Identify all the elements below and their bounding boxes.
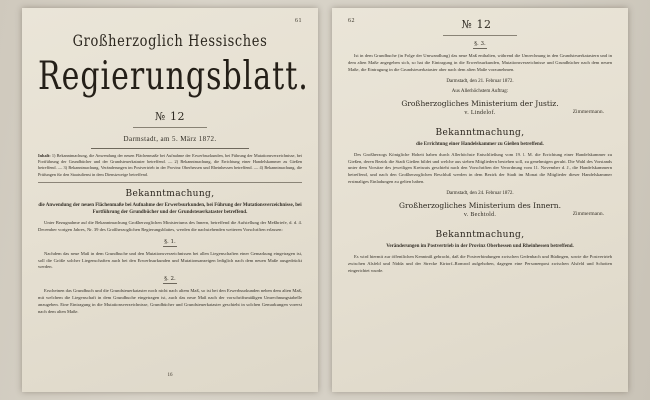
- ministry-justice-line: Großherzogliches Ministerium der Justiz.: [401, 98, 559, 108]
- notice2-subheading: die Errichtung einer Handelskammer zu Gießen betreffend.: [416, 141, 544, 147]
- page-right-header: [348, 18, 612, 31]
- divider-rule-3: [38, 182, 302, 183]
- section3-text: Ist in dem Grundbuche (in Folge der Umwandlung) das neue Maß enthalten, während die Umrechnung in den Grundsteuerkatastern und in dem alten Maße angegeben sich, so hat die Eintragung in die Erwerbsurkunden, Mutationsverzeichnisse und Grundbücher nach dem neuen Maße, die Eintragung in die Grundsteuerkataster aber nach dem alten Maße vorzunehmen.: [348, 53, 612, 72]
- section2-mark-text: §. 2.: [164, 276, 176, 283]
- notice3-subheading: Veränderungen im Postvertrieb in der Provinz Oberhessen und Rheinhessen betreffend.: [386, 244, 574, 250]
- page-right: [332, 8, 628, 392]
- divider-rule-1: [133, 127, 207, 128]
- notice1-section1-mark: [38, 239, 302, 247]
- authority-line: Aus Allerhöchstem Auftrag:: [451, 88, 509, 94]
- page-footer-number-left: 16: [167, 373, 173, 378]
- section-underline-3: [473, 48, 487, 49]
- section3-mark: [348, 41, 612, 49]
- page-left-content: [38, 18, 309, 382]
- notice3-heading: Bekanntmachung,: [435, 230, 525, 241]
- spacer-1: [348, 115, 612, 122]
- notice1-heading: Bekanntmachung,: [125, 188, 215, 199]
- contents-text: 1) Bekanntmachung, die Anwendung der neuen Flächenmaße bei Aufnahme der Erwerbsurkunden, bei Führung der Mutationsverzeichnisse, bei Fortführung der Grundbücher und der Grundsteuerkataster betreffend. — 2) Bekanntmachung, die Errichtung einer Handelskammer zu Gießen betreffend. — 3) Bekanntmachung, Veränderungen im Postvertrieb in der Provinz Oberhessen und Rheinhessen betreffend. — 4) Bekanntmachung, die Prüfungen für den Staatsdienst in dem Dienstzweige betreffend.: [38, 153, 302, 177]
- notice1-intro: Unter Bezugnahme auf die Bekanntmachung Großherzoglichen Ministeriums des Innern, betreffend die Aufstellung der Meßbriefe, d. d. 4. December vorigen Jahres, Nr. 39 des Großherzoglichen Regierungsblattes, werden die nachstehenden weiteren Vorschriften erlassen:: [38, 219, 302, 232]
- notice2-date-line: Darmstadt, den 24. Februar 1872.: [446, 191, 514, 197]
- notice1-section2-mark: [38, 276, 302, 284]
- publication-date-left: Darmstadt, am 5. März 1872.: [123, 135, 217, 143]
- section3-mark-text: §. 3.: [474, 41, 486, 47]
- folio-number-right: 62: [348, 18, 355, 24]
- notice1-section1-text: Nachdem das neue Maß in dem Grundbuche und den Mutationsverzeichnissen bei allen Liegenschaften einer Gemarkung eingetragen ist, soll die Größe solcher Liegenschaften auch bei den Erwerbsurkunden und Mutationsanzeigen lediglich nach dem neuen Maße ausgedrückt werden.: [38, 250, 302, 270]
- notice1-section2-text: Erscheinen das Grundbuch und die Grundsteuerkataster noch nicht nach altem Maß, so ist bei den Erwerbsurkunden neben dem alten Maß, mit welchem die Liegenschaft in dem Grundbuche eingetragen ist, auch das neue Maß nach der vorschriftsmäßigen Umrechnungstabelle anzugeben. Eine Eintragung in die Mutationsverzeichnisse, Grundbücher und Grundsteuerkataster geschieht in solchen Gemarkungen vorerst nach dem alten Maße.: [38, 288, 302, 314]
- ministry-interior-line: Großherzogliches Ministerium des Innern.: [399, 201, 561, 211]
- notice2-body: Des Großherzogs Königliche Hoheit haben durch Allerhöchste Entschließung vom 19. l. M. die Errichtung einer Handelskammer zu Gießen, deren Bezirk die Stadt Gießen bildet und welche aus sieben Mitgliedern bestehen soll, zu genehmigen geruht. Die Wahl des Vorstands unter dem Vorsitze des jeweiligen Kreisrats geschieht nach den Vorschriften der Verordnung vom 11. November d. J., die Handelskammern betreffend, und nach den Großherzoglichen Beschluß werden in dem Bezirk der Stadt im Monat die Mitglieder dieser Handelskammer erstmaliges Einladungen zu gelten haben.: [348, 151, 612, 185]
- masthead-top-line: Großherzoglich Hessisches: [72, 32, 268, 51]
- date-line-1: Darmstadt, den 21. Februar 1872.: [446, 78, 514, 84]
- notice2-heading: Bekanntmachung,: [435, 127, 525, 138]
- notice1-subheading: die Anwendung der neuen Flächenmaße bei Aufnahme der Erwerbsurkunden, bei Führung der Mutationsverzeichnisse, bei Fortführung der Grundbücher und der Grundsteuerkataster betreffend.: [38, 202, 302, 215]
- countersign-2: Zimmermann.: [572, 211, 604, 218]
- divider-rule-right-1: [443, 35, 517, 36]
- contents-label: Inhalt:: [38, 153, 51, 158]
- page-right-content: [348, 18, 612, 382]
- spacer-2: [348, 217, 612, 224]
- section-underline-2: [163, 283, 177, 284]
- countersign-1: Zimmermann.: [572, 108, 604, 115]
- signer-2: v. Bechtold.: [463, 212, 497, 219]
- issue-number-left: № 12: [155, 110, 185, 123]
- contents-block: [38, 153, 302, 178]
- page-left: [22, 8, 318, 392]
- issue-number-right: № 12: [461, 18, 492, 31]
- section-underline-1: [163, 246, 177, 247]
- section1-mark-text: §. 1.: [164, 238, 176, 245]
- masthead-title: Regierungsblatt.: [38, 53, 309, 100]
- signer-1: v. Lindelof.: [464, 109, 496, 116]
- notice3-body: Es wird hiermit zur öffentlichen Kenntniß gebracht, daß die Postverbindungen zwischen Gedenbach und Büdingen, sowie die Postvertrieb zwischen Alsfeld und Nidda und der Strecke Kirtorf–Romrod aufgehoben, dagegen eine Personenpost zwischen Alsfeld und Schotten eingerichtet wurde.: [348, 254, 612, 273]
- divider-rule-2: [91, 148, 249, 149]
- folio-number-left: 61: [295, 18, 302, 24]
